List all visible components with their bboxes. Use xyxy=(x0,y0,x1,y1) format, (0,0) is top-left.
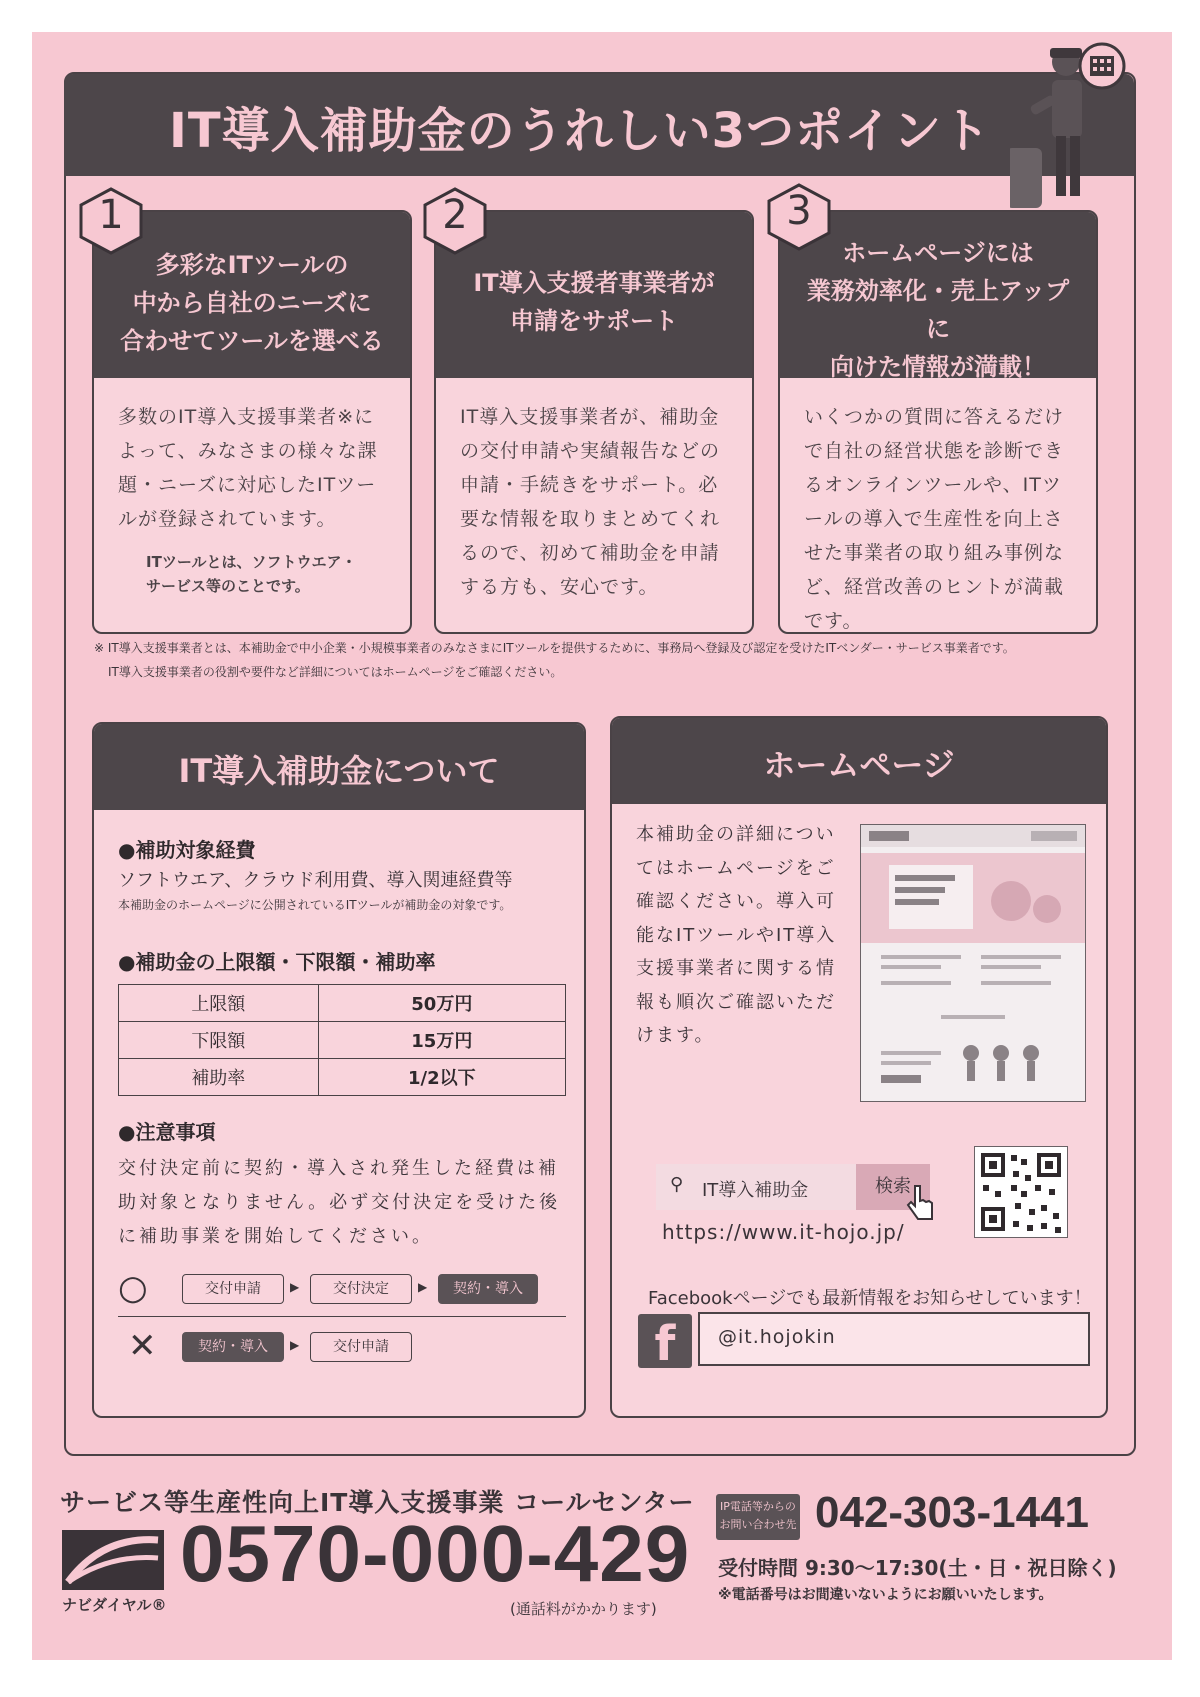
point-heading xyxy=(798,234,1078,386)
point-heading xyxy=(454,264,734,340)
logo-name: ナビダイヤル® xyxy=(62,1596,167,1614)
facebook-icon[interactable]: f xyxy=(638,1314,692,1368)
point-number-badge-1 xyxy=(76,186,146,256)
footnote-line: IT導入支援事業者の役割や要件など詳細についてはホームページをご確認ください。 xyxy=(108,665,563,679)
flow-step: 契約・導入 xyxy=(438,1274,538,1304)
cross-mark-icon: ✕ xyxy=(128,1326,157,1366)
table-row xyxy=(119,1022,566,1059)
reception-hours: 受付時間 9:30〜17:30(土・日・祝日除く) xyxy=(718,1556,1117,1580)
point-heading xyxy=(112,246,392,360)
toll-note: (通話料がかかります) xyxy=(510,1600,657,1618)
point-number: 3 xyxy=(786,188,812,234)
arrow-right-icon: ▶ xyxy=(290,1280,300,1294)
homepage-panel-header xyxy=(612,718,1106,804)
rates-table xyxy=(118,984,566,1096)
rate-label: 補助率 xyxy=(119,1059,319,1096)
phone-warning: ※電話番号はお間違いないようにお願いいたします。 xyxy=(718,1587,1053,1603)
homepage-url-link[interactable]: https://www.it-hojo.jp/ xyxy=(662,1220,905,1244)
ip-phone-badge xyxy=(716,1494,800,1540)
correct-mark-icon: ○ xyxy=(118,1268,148,1308)
about-panel-title: IT導入補助金について xyxy=(178,752,500,790)
point-note-line: サービス等のことです。 xyxy=(146,577,310,595)
about-panel-header xyxy=(94,724,584,810)
cost-note: 本補助金のホームページに公開されているITツールが補助金の対象です。 xyxy=(118,898,512,912)
cost-heading: ●補助対象経費 xyxy=(118,838,256,862)
ip-phone-number: 042-303-1441 xyxy=(815,1488,1090,1537)
point-number-badge-3 xyxy=(764,182,834,252)
point-number-badge-2 xyxy=(420,186,490,256)
limit-heading: ●補助金の上限額・下限額・補助率 xyxy=(118,950,436,974)
rate-value: 1/2以下 xyxy=(318,1059,565,1096)
divider xyxy=(118,1316,566,1317)
rate-label: 下限額 xyxy=(119,1022,319,1059)
point-heading-line: ホームページには xyxy=(842,239,1034,267)
pointer-hand-icon xyxy=(906,1184,936,1224)
point-note-line: ITツールとは、ソフトウエア・ xyxy=(146,553,357,571)
point-number: 1 xyxy=(98,192,124,238)
point-card-3 xyxy=(778,210,1098,634)
point-heading-line: 中から自社のニーズに xyxy=(132,289,372,317)
point-body xyxy=(118,400,392,598)
navi-dial-logo-icon xyxy=(62,1530,164,1590)
point-body-text: 多数のIT導入支援事業者※によって、みなさまの様々な課題・ニーズに対応したITツールが登録されています。 xyxy=(118,406,378,530)
homepage-panel xyxy=(610,716,1108,1418)
point-heading-line: IT導入支援者事業者が xyxy=(473,269,715,297)
table-row xyxy=(119,1059,566,1096)
point-note xyxy=(146,550,392,598)
rate-value: 15万円 xyxy=(318,1022,565,1059)
point-card-2 xyxy=(434,210,754,634)
homepage-panel-title: ホームページ xyxy=(763,746,955,784)
arrow-right-icon: ▶ xyxy=(290,1338,300,1352)
point-heading-line: 申請をサポート xyxy=(510,307,678,335)
facebook-handle: @it.hojokin xyxy=(718,1326,836,1348)
flow-step: 契約・導入 xyxy=(182,1332,284,1362)
search-icon: ⚲ xyxy=(670,1174,684,1195)
footnote xyxy=(94,636,1134,684)
point-body xyxy=(804,400,1078,634)
flow-incorrect xyxy=(118,1326,566,1366)
flow-step: 交付申請 xyxy=(310,1332,412,1362)
point-heading-line: 業務効率化・売上アップに xyxy=(806,277,1070,343)
qr-code-image xyxy=(974,1146,1068,1238)
website-screenshot-image xyxy=(860,824,1086,1102)
flow-step: 交付申請 xyxy=(182,1274,284,1304)
facebook-message: Facebookページでも最新情報をお知らせしています！ xyxy=(648,1288,1092,1309)
point-number: 2 xyxy=(442,192,468,238)
navi-dial-phone-number: 0570-000-429 xyxy=(180,1509,691,1598)
callcenter-title: サービス等生産性向上IT導入支援事業 コールセンター xyxy=(60,1488,695,1517)
point-heading-line: 多彩なITツールの xyxy=(155,251,349,279)
point-body xyxy=(460,400,734,604)
flow-step: 交付決定 xyxy=(310,1274,412,1304)
about-panel xyxy=(92,722,586,1418)
search-input[interactable]: IT導入補助金 xyxy=(702,1180,809,1201)
point-body-text: IT導入支援事業者が、補助金の交付申請や実績報告などの申請・手続きをサポート。必要な情報を取りまとめてくれるので、初めて補助金を申請する方も、安心です。 xyxy=(460,406,721,598)
point-heading-line: 向けた情報が満載！ xyxy=(830,353,1046,381)
facebook-handle-box[interactable] xyxy=(698,1312,1090,1366)
point-heading-line: 合わせてツールを選べる xyxy=(120,327,384,355)
table-row xyxy=(119,985,566,1022)
rate-label: 上限額 xyxy=(119,985,319,1022)
ip-badge-line: お問い合わせ先 xyxy=(719,1518,797,1531)
homepage-text: 本補助金の詳細についてはホームページをご確認ください。導入可能なITツールやIT導入支援事業者に関する情報も順次ご確認いただけます。 xyxy=(636,824,837,1046)
arrow-right-icon: ▶ xyxy=(418,1280,428,1294)
point-body-text: いくつかの質問に答えるだけで自社の経営状態を診断できるオンラインツールや、ITツールの導入で生産性を向上させた事業者の取り組み事例など、経営改善のヒントが満載です。 xyxy=(804,406,1065,632)
cost-text: ソフトウエア、クラウド利用費、導入関連経費等 xyxy=(118,870,513,891)
mascot-illustration xyxy=(1010,40,1130,210)
search-button[interactable]: 検索 xyxy=(856,1164,930,1210)
rate-value: 50万円 xyxy=(318,985,565,1022)
point-card-1 xyxy=(92,210,412,634)
footnote-line: ※ IT導入支援事業者とは、本補助金で中小企業・小規模事業者のみなさまにITツールを提供するために、事務局へ登録及び認定を受けたITベンダー・サービス事業者です。 xyxy=(94,641,1015,655)
caution-text: 交付決定前に契約・導入され発生した経費は補助対象となりません。必ず交付決定を受けた後に補助事業を開始してください。 xyxy=(118,1158,561,1247)
flow-correct xyxy=(118,1268,566,1308)
caution-heading: ●注意事項 xyxy=(118,1120,216,1144)
page-title: IT導入補助金のうれしい3つポイント xyxy=(168,103,991,159)
ip-badge-line: IP電話等からの xyxy=(720,1500,796,1513)
